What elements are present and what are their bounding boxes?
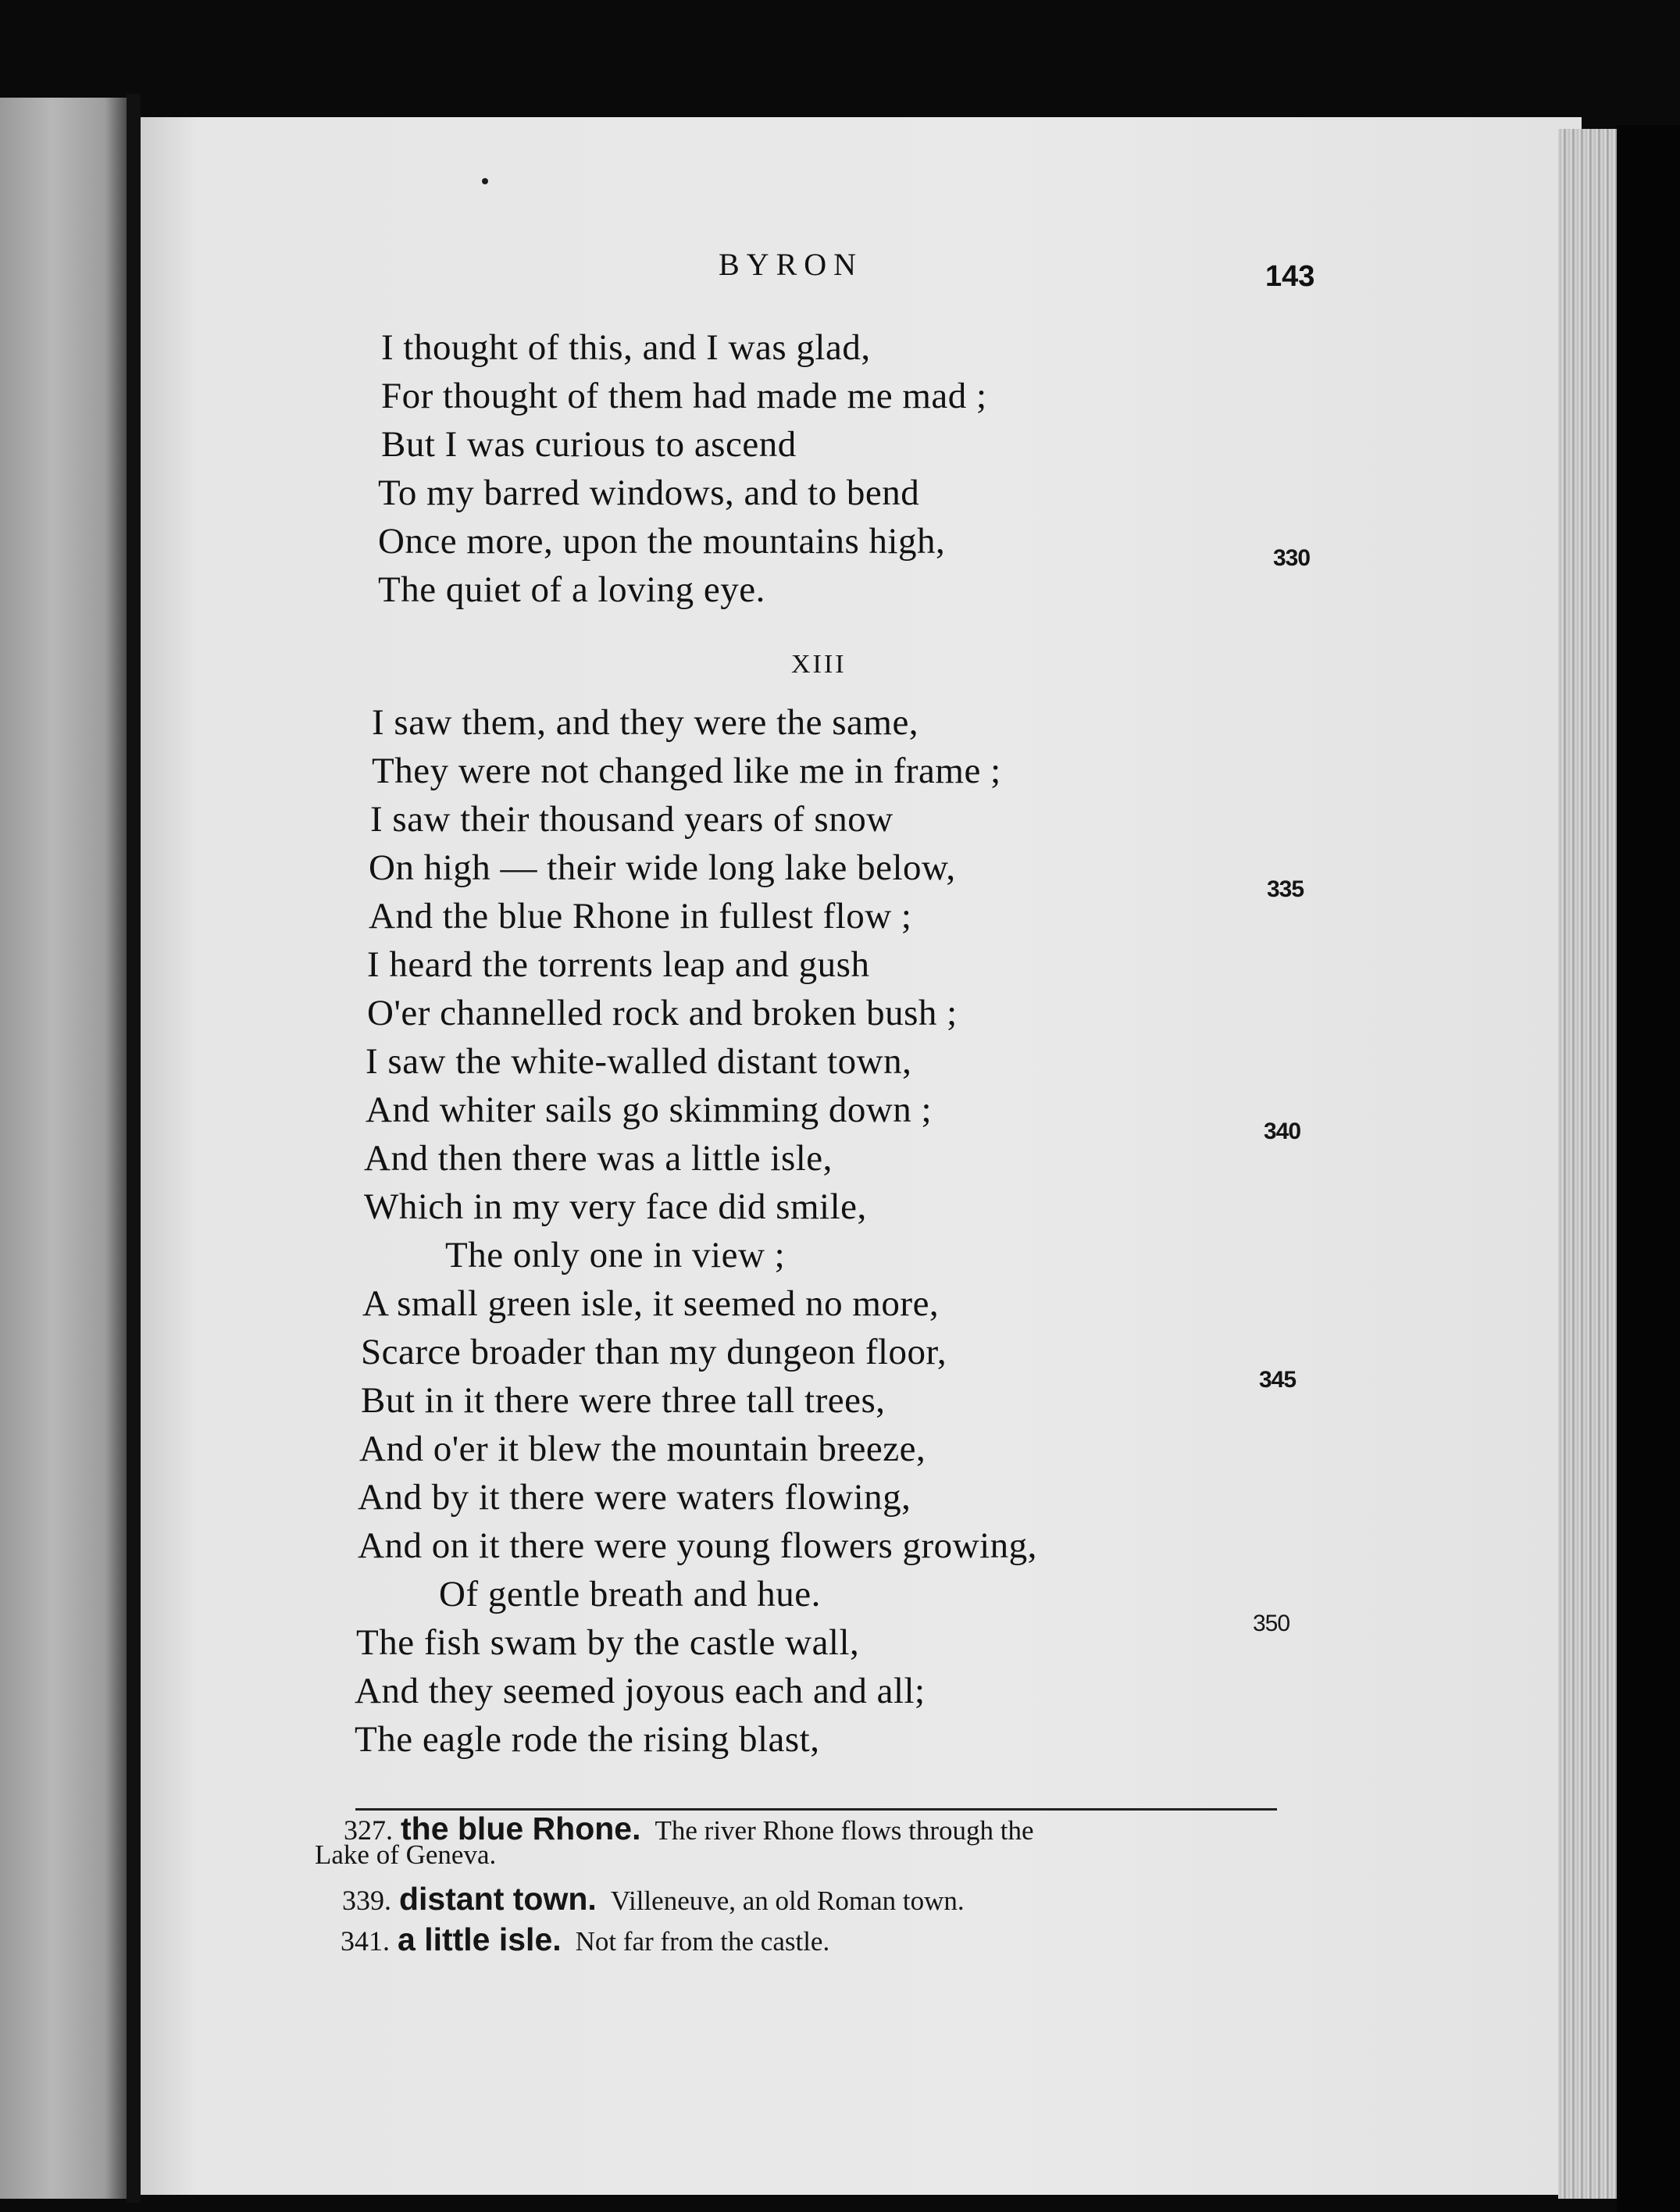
scan-speck bbox=[482, 178, 488, 184]
line-number: 350 bbox=[1253, 1611, 1290, 1636]
poem-line: O'er channelled rock and broken bush ; bbox=[367, 993, 958, 1033]
poem-line: But I was curious to ascend bbox=[381, 424, 797, 465]
footnote-number: 341. bbox=[341, 1925, 390, 1957]
footnote-lemma: distant town. bbox=[399, 1881, 597, 1917]
poem-line: I heard the torrents leap and gush bbox=[367, 944, 870, 985]
poem-line: I saw the white-walled distant town, bbox=[366, 1041, 912, 1082]
page-edges bbox=[1558, 129, 1617, 2199]
footnote bbox=[342, 1881, 965, 1918]
poem-line: The only one in view ; bbox=[445, 1235, 786, 1275]
poem-line: And o'er it blew the mountain breeze, bbox=[359, 1429, 926, 1469]
footnote-number: 339. bbox=[342, 1885, 391, 1916]
poem-line: To my barred windows, and to bend bbox=[378, 473, 920, 513]
stanza-number: XIII bbox=[791, 650, 847, 679]
footnote-text: The river Rhone flows through the bbox=[655, 1815, 1034, 1846]
poem-line: And on it there were young flowers growing, bbox=[358, 1525, 1037, 1566]
poem-line: Once more, upon the mountains high, bbox=[378, 521, 946, 562]
footnote-continuation: Lake of Geneva. bbox=[315, 1839, 497, 1870]
poem-line: On high — their wide long lake below, bbox=[369, 847, 956, 888]
left-page-edge bbox=[0, 98, 131, 2199]
line-number: 345 bbox=[1259, 1367, 1297, 1393]
poem-line: The fish swam by the castle wall, bbox=[356, 1622, 860, 1663]
poem-line: I thought of this, and I was glad, bbox=[381, 327, 871, 368]
footnote-lemma: the blue Rhone. bbox=[401, 1811, 641, 1846]
poem-line: The quiet of a loving eye. bbox=[378, 569, 765, 610]
poem-line: Which in my very face did smile, bbox=[364, 1186, 867, 1227]
footnote-lemma: a little isle. bbox=[398, 1921, 562, 1957]
poem-line: Of gentle breath and hue. bbox=[439, 1574, 821, 1614]
poem-line: I saw them, and they were the same, bbox=[372, 702, 919, 743]
poem-line: And they seemed joyous each and all; bbox=[355, 1671, 926, 1711]
line-number: 340 bbox=[1264, 1118, 1301, 1144]
poem-line: I saw their thousand years of snow bbox=[370, 799, 894, 840]
poem-line: For thought of them had made me mad ; bbox=[381, 376, 987, 416]
poem-line: The eagle rode the rising blast, bbox=[355, 1719, 820, 1760]
poem-line: And then there was a little isle, bbox=[364, 1138, 833, 1179]
book-gutter bbox=[127, 94, 141, 2203]
poem-line: And the blue Rhone in fullest flow ; bbox=[369, 896, 912, 937]
footnote-number: 327. bbox=[344, 1814, 393, 1846]
poem-line: And whiter sails go skimming down ; bbox=[366, 1090, 933, 1130]
footnote bbox=[341, 1921, 829, 1958]
poem-line: A small green isle, it seemed no more, bbox=[362, 1283, 940, 1324]
scan-background-right bbox=[1617, 125, 1680, 2212]
poem-line: And by it there were waters flowing, bbox=[358, 1477, 911, 1518]
poem-line: Scarce broader than my dungeon floor, bbox=[361, 1332, 947, 1372]
footnote-text: Villeneuve, an old Roman town. bbox=[610, 1886, 965, 1916]
poem-line: They were not changed like me in frame ; bbox=[372, 751, 1001, 791]
line-number: 330 bbox=[1273, 545, 1311, 571]
line-number: 335 bbox=[1267, 876, 1304, 902]
poem-line: But in it there were three tall trees, bbox=[361, 1380, 886, 1421]
running-head: BYRON bbox=[719, 247, 864, 282]
footnote-text: Not far from the castle. bbox=[575, 1926, 830, 1957]
page-number: 143 bbox=[1265, 260, 1315, 293]
